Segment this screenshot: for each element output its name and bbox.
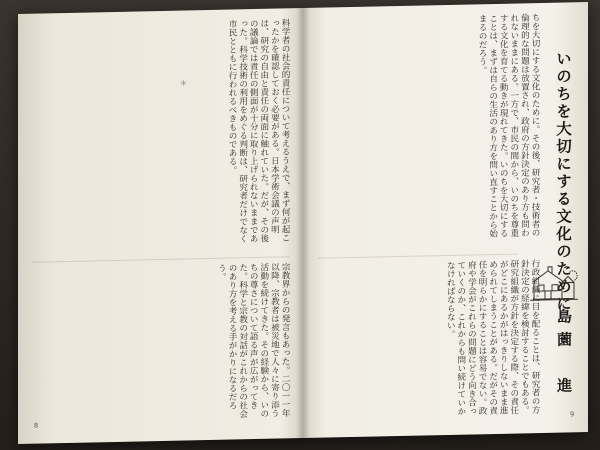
right-page-divider — [318, 254, 518, 259]
left-page — [32, 18, 290, 433]
right-page-lower-text: 行政組織に目を配ることは、研究者の方針決定の経緯を検討することでもある。研究組織が方針を決定する際、その責任がどこにあるかがはっきりしないまま進められてしまうことがある。だがその責任を明らかにすることは容易でない。政府や学会がこれらの問題にどう向き合っていくのか、これからも問い続けていかなければならない。 — [445, 259, 540, 416]
left-page-upper-text: 科学者の社会的責任について考えるうえで、まず何が起こったかを確認しておく必要がある。日本学術会議の声明は、研究の自由と責任の両面に触れていた。だが、その後の議論では責任の側面が十分に取り上げられないままであった。科学技術の利用をめぐる判断は、研究者だけでなく市民とともに行われるべきものである。 — [227, 18, 290, 244]
left-page-divider — [32, 256, 290, 262]
left-page-lower-text: 宗教界からの発言もあった。二〇一一年以降、宗教者は被災地で人々に寄り添う活動を続けてきた。その経験から、いのちの尊さについて語る声が広がってきた。科学と宗教の対話がこれからの社会のあり方を考える手がかりになるだろう。 — [216, 262, 290, 419]
right-page-upper-text: ちを大切にする文化のために。その後、研究者・技術者の倫理的な問題は放置され、政府の方針決定のあり方も問われないままにある。一方で、市民の間から、いのちを尊重する文化を育てる動きが現れてきた。いのちを大切にすることは、まずは自らの生活のあり方を問い直すことから始まるのだろう。 — [477, 13, 540, 238]
book-gutter — [296, 8, 310, 438]
left-page-number: 8 — [34, 421, 39, 430]
right-page — [318, 12, 580, 427]
book-spread — [18, 2, 588, 444]
section-mark: ＊ — [180, 79, 187, 88]
right-page-number: 9 — [570, 410, 575, 419]
article-author: 島薗 進 — [555, 308, 573, 401]
article-title: いのちを大切にする文化のために — [554, 50, 572, 314]
